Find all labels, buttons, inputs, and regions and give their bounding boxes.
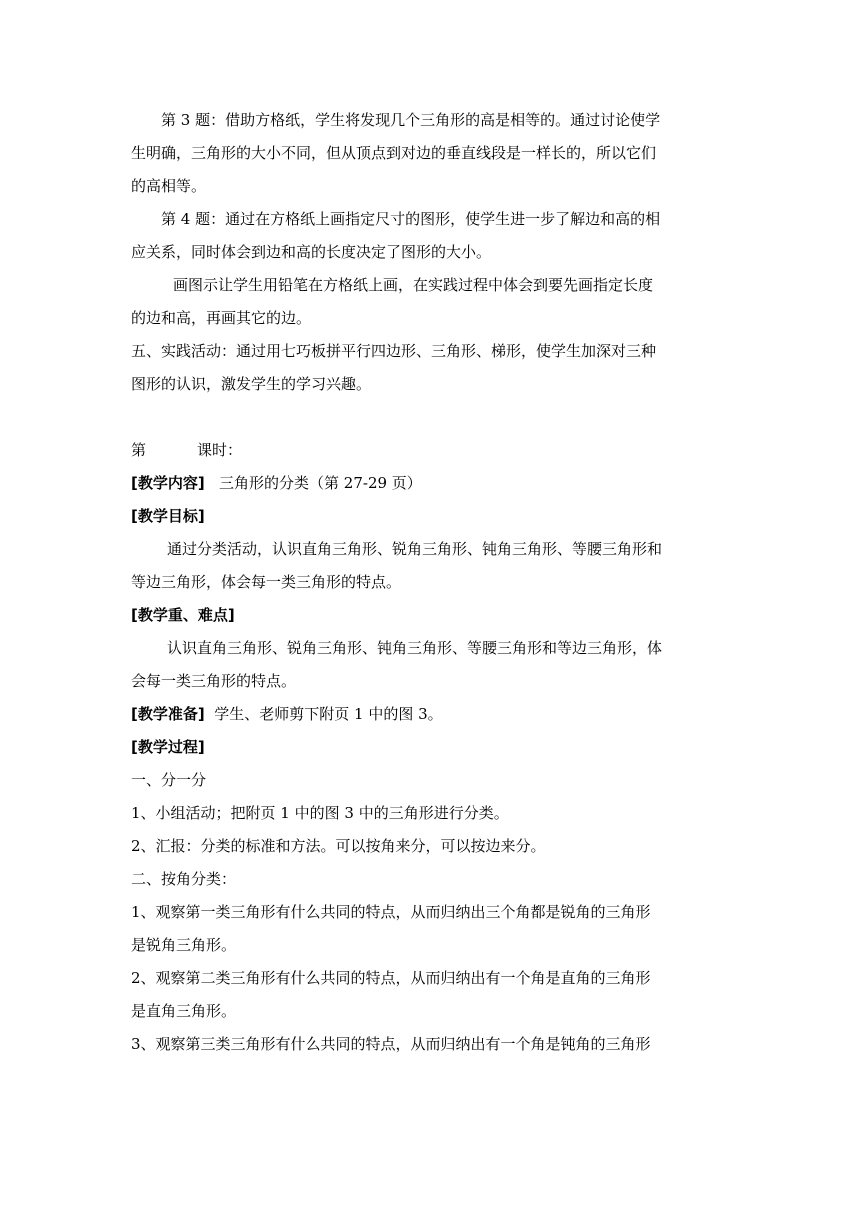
lesson-hours: 课时： — [197, 441, 243, 459]
paragraph-line: 通过分类活动，认识直角三角形、锐角三角形、钝角三角形、等腰三角形和 — [167, 540, 663, 558]
list-item: 2、汇报：分类的标准和方法。可以按角来分，可以按边来分。 — [131, 837, 546, 855]
paragraph-line: 图形的认识，激发学生的学习兴趣。 — [131, 375, 372, 393]
goal-heading: [教学目标] — [131, 507, 205, 525]
section-title: 一、分一分 — [131, 771, 207, 789]
process-heading: [教学过程] — [131, 738, 205, 756]
section-title: 二、按角分类： — [131, 870, 237, 888]
content-line — [131, 467, 731, 500]
content-heading: [教学内容] — [131, 474, 205, 492]
list-item: 1、小组活动；把附页 1 中的图 3 中的三角形进行分类。 — [131, 804, 509, 822]
document-page — [131, 104, 731, 1061]
prep-line — [131, 698, 731, 731]
paragraph-line: 第 3 题：借助方格纸，学生将发现几个三角形的高是相等的。通过讨论使学 — [161, 111, 661, 129]
lesson-label: 第 — [131, 441, 147, 459]
list-item: 是直角三角形。 — [131, 1002, 237, 1020]
paragraph-line: 会每一类三角形的特点。 — [131, 672, 297, 690]
paragraph-line: 画图示让学生用铅笔在方格纸上画，在实践过程中体会到要先画指定长度 — [173, 276, 654, 294]
blank-line — [131, 401, 731, 434]
prep-heading: [教学准备] — [131, 705, 205, 723]
paragraph-line: 认识直角三角形、锐角三角形、钝角三角形、等腰三角形和等边三角形，体 — [167, 639, 663, 657]
list-item: 2、观察第二类三角形有什么共同的特点，从而归纳出有一个角是直角的三角形 — [131, 969, 651, 987]
paragraph-line: 生明确，三角形的大小不同，但从顶点到对边的垂直线段是一样长的，所以它们 — [131, 144, 657, 162]
prep-text: 学生、老师剪下附页 1 中的图 3。 — [214, 705, 443, 723]
paragraph-line: 等边三角形，体会每一类三角形的特点。 — [131, 573, 402, 591]
paragraph-line: 五、实践活动：通过用七巧板拼平行四边形、三角形、梯形，使学生加深对三种 — [131, 342, 657, 360]
paragraph-line: 的高相等。 — [131, 177, 207, 195]
lesson-line — [131, 434, 731, 467]
list-item: 是锐角三角形。 — [131, 936, 237, 954]
paragraph-line: 的边和高，再画其它的边。 — [131, 309, 312, 327]
paragraph-line: 应关系，同时体会到边和高的长度决定了图形的大小。 — [131, 243, 492, 261]
list-item: 3、观察第三类三角形有什么共同的特点，从而归纳出有一个角是钝角的三角形 — [131, 1035, 651, 1053]
paragraph-line: 第 4 题：通过在方格纸上画指定尺寸的图形，使学生进一步了解边和高的相 — [161, 210, 661, 228]
key-heading: [教学重、难点] — [131, 606, 235, 624]
content-text: 三角形的分类（第 27-29 页） — [219, 474, 422, 492]
list-item: 1、观察第一类三角形有什么共同的特点，从而归纳出三个角都是锐角的三角形 — [131, 903, 651, 921]
